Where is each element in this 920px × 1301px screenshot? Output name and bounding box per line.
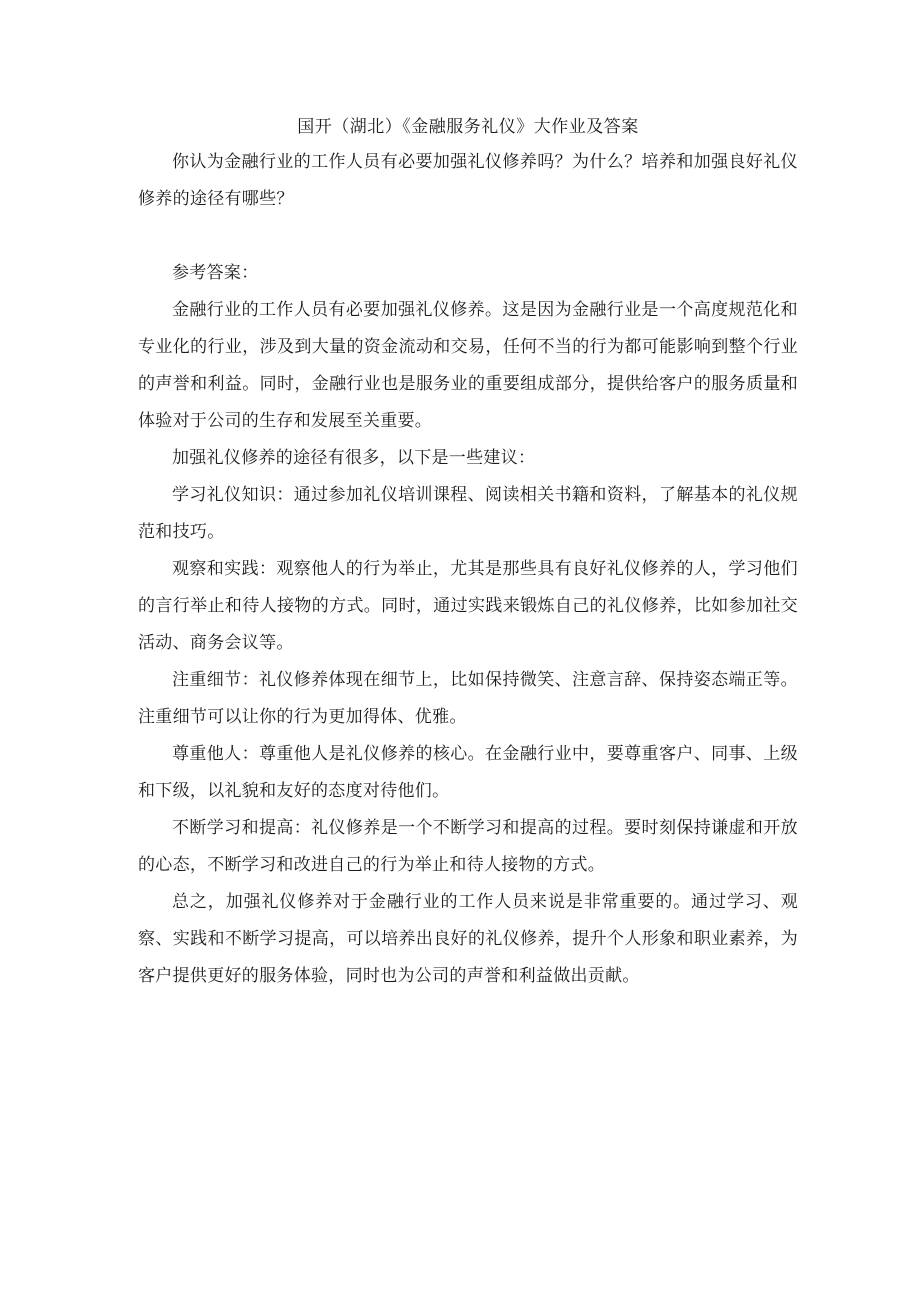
- document-page: [138, 112, 798, 995]
- document-title: 国开（湖北）《金融服务礼仪》大作业及答案: [297, 117, 639, 137]
- answer-paragraph-respect: 尊重他人：尊重他人是礼仪修养的核心。在金融行业中，要尊重客户、同事、上级和下级，以礼貌和友好的态度对待他们。: [138, 744, 798, 801]
- answer-paragraph-learning: 学习礼仪知识：通过参加礼仪培训课程、阅读相关书籍和资料，了解基本的礼仪规范和技巧。: [138, 485, 798, 542]
- blank-line: [138, 218, 798, 255]
- answer-paragraph-observe: 观察和实践：观察他人的行为举止，尤其是那些具有良好礼仪修养的人，学习他们的言行举止和待人接物的方式。同时，通过实践来锻炼自己的礼仪修养，比如参加社交活动、商务会议等。: [138, 559, 798, 653]
- answer-paragraph-necessity: 金融行业的工作人员有必要加强礼仪修养。这是因为金融行业是一个高度规范化和专业化的行业，涉及到大量的资金流动和交易，任何不当的行为都可能影响到整个行业的声誉和利益。同时，金融行业也是服务业的重要组成部分，提供给客户的服务质量和体验对于公司的生存和发展至关重要。: [138, 300, 798, 431]
- answer-label: 参考答案：: [172, 263, 259, 283]
- answer-paragraph-summary: 总之，加强礼仪修养对于金融行业的工作人员来说是非常重要的。通过学习、观察、实践和不断学习提高，可以培养出良好的礼仪修养，提升个人形象和职业素养，为客户提供更好的服务体验，同时也为公司的声誉和利益做出贡献。: [138, 892, 798, 986]
- answer-paragraph-improve: 不断学习和提高：礼仪修养是一个不断学习和提高的过程。要时刻保持谦虚和开放的心态，不断学习和改进自己的行为举止和待人接物的方式。: [138, 818, 798, 875]
- answer-paragraph-intro: 加强礼仪修养的途径有很多，以下是一些建议：: [172, 448, 536, 468]
- answer-paragraph-details: 注重细节：礼仪修养体现在细节上，比如保持微笑、注意言辞、保持姿态端正等。注重细节可以让你的行为更加得体、优雅。: [138, 670, 798, 727]
- question-paragraph: 你认为金融行业的工作人员有必要加强礼仪修养吗？为什么？培养和加强良好礼仪修养的途径有哪些？: [138, 152, 798, 209]
